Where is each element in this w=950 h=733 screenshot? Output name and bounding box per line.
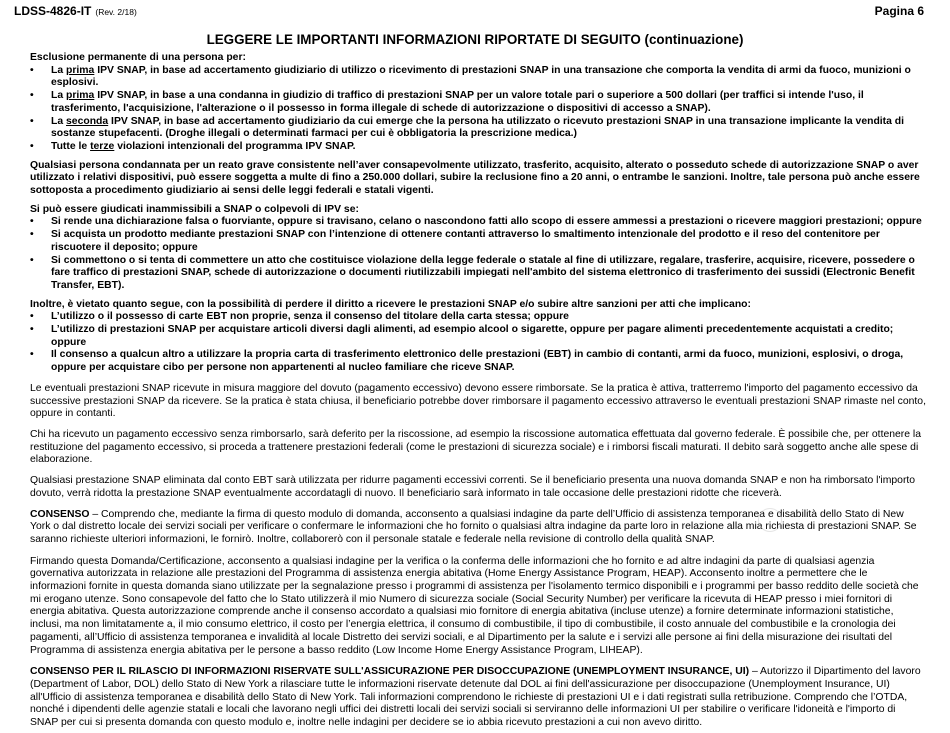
overpayment-paragraph: Le eventuali prestazioni SNAP ricevute in misura maggiore del dovuto (pagamento eccessivo) devono essere rimborsate. Se la pratica è attiva, tratterremo l'importo del pagamento eccessivo da successive prestazioni SNAP da ricevere. Se la pratica è stata chiusa, il beneficiario potrebbe dover rimborsare il pagamento eccessivo attraverso le eventuali prestazioni SNAP rimaste nel conto, oppure in contanti. — [30, 382, 926, 420]
exclusion-list — [30, 65, 926, 154]
consent-text: – Comprendo che, mediante la firma di questo modulo di domanda, acconsento a qualsiasi indagine da parte dell’Ufficio di assistenza temporanea e disabilità dello Stato di New York o dal distretto locale dei servizi sociali per verificare o confermare le informazioni che ho fornito o qualsiasi altra indagine da parte loro in relazione alla mia richiesta di prestazioni SNAP. Se saranno richieste ulteriori informazioni, le fornirò. Inoltre, collaborerò con il personale statale e federale nella revisione di controllo della qualità SNAP. — [30, 508, 917, 545]
list-item — [30, 324, 926, 349]
item-text: L’utilizzo di prestazioni SNAP per acquistare articoli diversi dagli alimenti, ad esempio alcool o sigarette, oppure per pagare alimenti precedentemente acquistati a credito; oppure — [51, 324, 894, 348]
form-revision: (Rev. 2/18) — [95, 7, 137, 17]
page-title: LEGGERE LE IMPORTANTI INFORMAZIONI RIPORTATE DI SEGUITO (continuazione) — [206, 32, 744, 47]
list-item — [30, 65, 926, 90]
ineligible-list — [30, 216, 926, 292]
form-id — [14, 4, 137, 18]
bullet: • — [30, 90, 34, 102]
ineligible-section — [30, 204, 926, 293]
exclusion-heading: Esclusione permanente di una persona per: — [30, 52, 246, 63]
ui-consent-text: – Autorizzo il Dipartimento del lavoro (Department of Labor, DOL) dello Stato di New York a rilasciare tutte le informazioni riservate detenute dal DOL ai fini dell'assicurazione per disoccupazione (Unemployment Insurance, UI) all'Ufficio di assistenza temporanea e disabilità dello Stato di New York. Tali informazioni comprendono le richieste di prestazioni UI e i dati registrati sulla retribuzione. Comprendo che l’OTDA, nonché i dipendenti delle agenzie statali e locali che lavorano negli uffici dei distretti locali dei servizi sociali si serviranno delle informazioni UI per stabilire o verificare l'idoneità e l'importo di SNAP per cui si presenta domanda con questo modulo e, inoltre nelle indagini per decidere se io abbia ricevuto prestazioni a cui non avevo diritto. — [30, 666, 921, 729]
item-text: La — [51, 64, 67, 76]
bullet: • — [30, 64, 34, 76]
item-text: Tutte le — [51, 140, 91, 152]
item-ordinal: terze — [90, 140, 115, 152]
exclusion-section — [30, 52, 926, 154]
list-item — [30, 141, 926, 154]
ui-consent-label: CONSENSO PER IL RILASCIO DI INFORMAZIONI RISERVATE SULL'ASSICURAZIONE PER DISOCCUPAZIONE (UNEMPLOYMENT INSURANCE, UI) — [30, 666, 750, 678]
item-ordinal: prima — [66, 64, 95, 76]
conviction-paragraph: Qualsiasi persona condannata per un reato grave consistente nell’aver consapevolmente utilizzato, trasferito, acquisito, alterato o posseduto schede di autorizzazione SNAP o aver utilizzato i relativi dispositivi, può essere soggetta a multe di fino a 250.000 dollari, subire la reclusione fino a 20 anni, o entrambe le sanzioni. Inoltre, tale persona può anche essere sottoposta a procedimento giudiziario ai sensi delle leggi federali e statali vigenti. — [30, 159, 920, 197]
item-ordinal: seconda — [66, 115, 109, 127]
consent-paragraph — [30, 509, 926, 547]
prohibited-heading: Inoltre, è vietato quanto segue, con la possibilità di perdere il diritto a ricevere le prestazioni SNAP e/o subire altre sanzioni per atti che implicano: — [30, 298, 751, 310]
list-item — [30, 216, 926, 229]
list-item — [30, 311, 926, 324]
item-text: IPV SNAP, in base ad accertamento giudiziario di utilizzo o ricevimento di prestazioni SNAP in una transazione che comporta la vendita di armi da fuoco, munizioni o esplosivi. — [51, 64, 911, 89]
item-text: La — [51, 90, 67, 102]
bullet: • — [30, 311, 34, 323]
list-item — [30, 116, 926, 141]
item-text: Il consenso a qualcun altro a utilizzare la propria carta di trasferimento elettronico delle prestazioni (EBT) in cambio di contanti, armi da fuoco, munizioni, esplosivi, o droga, oppure per acquistare cibo per persone non appartenenti al nucleo familiare che riceve SNAP. — [51, 349, 904, 374]
list-item — [30, 229, 926, 254]
item-text: violazioni intenzionali del programma IPV SNAP. — [114, 140, 356, 152]
item-text: La — [51, 115, 67, 127]
list-item — [30, 349, 926, 374]
bullet: • — [30, 254, 34, 266]
item-text: Si acquista un prodotto mediante prestazioni SNAP con l’intenzione di ottenere contanti attraverso lo smaltimento intenzionale del prodotto e il reso del contenitore per riscuotere il deposito; oppure — [51, 229, 880, 253]
item-ordinal: prima — [66, 90, 95, 102]
prohibited-list — [30, 311, 926, 375]
referral-paragraph: Chi ha ricevuto un pagamento eccessivo senza rimborsarlo, sarà deferito per la riscossione, ad esempio la riscossione automatica effettuata dal governo federale. È possibile che, per ottenere la restituzione del pagamento eccessivo, si proceda a trattenere prestazioni federali (come le prestazioni di sicurezza sociale) e i rimborsi fiscali maturati. Il debito sarà soggetto anche alle spese di elaborazione. — [30, 428, 922, 466]
bullet: • — [30, 349, 34, 361]
prohibited-section — [30, 299, 926, 375]
consent-label: CONSENSO — [30, 508, 90, 520]
bullet: • — [30, 115, 34, 127]
bullet: • — [30, 324, 34, 336]
page-number: Pagina 6 — [874, 4, 924, 18]
faint-seal-mark — [758, 508, 782, 532]
ui-consent-paragraph — [30, 666, 926, 730]
bullet: • — [30, 216, 34, 228]
ebt-usage-paragraph: Qualsiasi prestazione SNAP eliminata dal conto EBT sarà utilizzata per ridurre pagamenti eccessivi correnti. Se il beneficiario presenta una nuova domanda SNAP e non ha rimborsato l'importo dovuto, verrà ridotta la prestazione SNAP eventualmente accordatagli di nuovo. Il beneficiario sarà informato in tale occasione delle prestazioni ridotte che riceverà. — [30, 475, 916, 499]
list-item — [30, 90, 926, 115]
form-number: LDSS-4826-IT — [14, 4, 92, 18]
item-text: IPV SNAP, in base a una condanna in giudizio di traffico di prestazioni SNAP per un valore totale pari o superiore a 500 dollari (per traffici si intende l'uso, il trasferimento, l'acquisizione, l'alterazione o il possesso in forma illegale di schede di autorizzazione o dispositivi di accesso a SNAP). — [51, 90, 864, 114]
item-text: L’utilizzo o il possesso di carte EBT non proprie, senza il consenso del titolare della carta stessa; oppure — [51, 311, 569, 323]
item-text: IPV SNAP, in base ad accertamento giudiziario da cui emerge che la persona ha utilizzato o ricevuto prestazioni SNAP in una transazione implicante la vendita di sostanze stupefacenti. (Droghe illegali o determinati farmaci per cui è obbligatoria la prescrizione medica.) — [51, 115, 905, 140]
ineligible-heading: Si può essere giudicati inammissibili a SNAP o colpevoli di IPV se: — [30, 203, 359, 215]
heap-paragraph: Firmando questa Domanda/Certificazione, acconsento a qualsiasi indagine per la verifica o la conferma delle informazioni che ho fornito e ad altre indagini da parte di qualsiasi agenzia governativa autorizzata in relazione alle prestazioni del Programma di assistenza energia abitativa (Home Energy Assistance Program, HEAP). Acconsento inoltre a permettere che le informazioni fornite in questa domanda siano utilizzate per la segnalazione presso i programmi di assistenza per l'isolamento termico disponibili e i programmi per basso reddito delle società che mi erogano utenze. Sono consapevole del fatto che lo Stato utilizzerà il mio Numero di sicurezza sociale (Social Security Number) per verificare la ricevuta di HEAP presso i miei fornitori di energia abitativa. Questa autorizzazione comprende anche il consenso accordato a qualsiasi mio fornitore di energia abitativa (incluse utenze) a fornire determinate informazioni statistiche, inclusi, ma non limitatamente a, il mio consumo elettrico, il costo per l’energia elettrica, il consumo di combustibile, il tipo di combustibile, il costo annuale del combustibile e la cronologia dei pagamenti, all’Ufficio di assistenza temporanea e invalidità al locale Distretto dei servizi sociali, e al Dipartimento per la salute e i servizi alle persone ai fini della misurazione dei risultati del Programma di assistenza energia abitativa per le persone a basso reddito (Low Income Home Energy Assistance Program, LIHEAP). — [30, 555, 919, 656]
document-body — [30, 52, 926, 730]
bullet: • — [30, 229, 34, 241]
bullet: • — [30, 140, 34, 152]
item-text: Si commettono o si tenta di commettere un atto che costituisce violazione della legge federale o statale al fine di utilizzare, regalare, trasferire, acquisire, ricevere, possedere o fare traffico di prestazioni SNAP, schede di autorizzazione o documenti riutilizzabili impiegati nell'ambito del sistema elettronico di trasferimento dei sussidi (Electronic Benefit Transfer, EBT). — [51, 254, 915, 291]
item-text: Si rende una dichiarazione falsa o fuorviante, oppure si travisano, celano o nascondono fatti allo scopo di essere ammessi a prestazioni o ricevere maggiori prestazioni; oppure — [51, 216, 922, 228]
list-item — [30, 255, 926, 293]
